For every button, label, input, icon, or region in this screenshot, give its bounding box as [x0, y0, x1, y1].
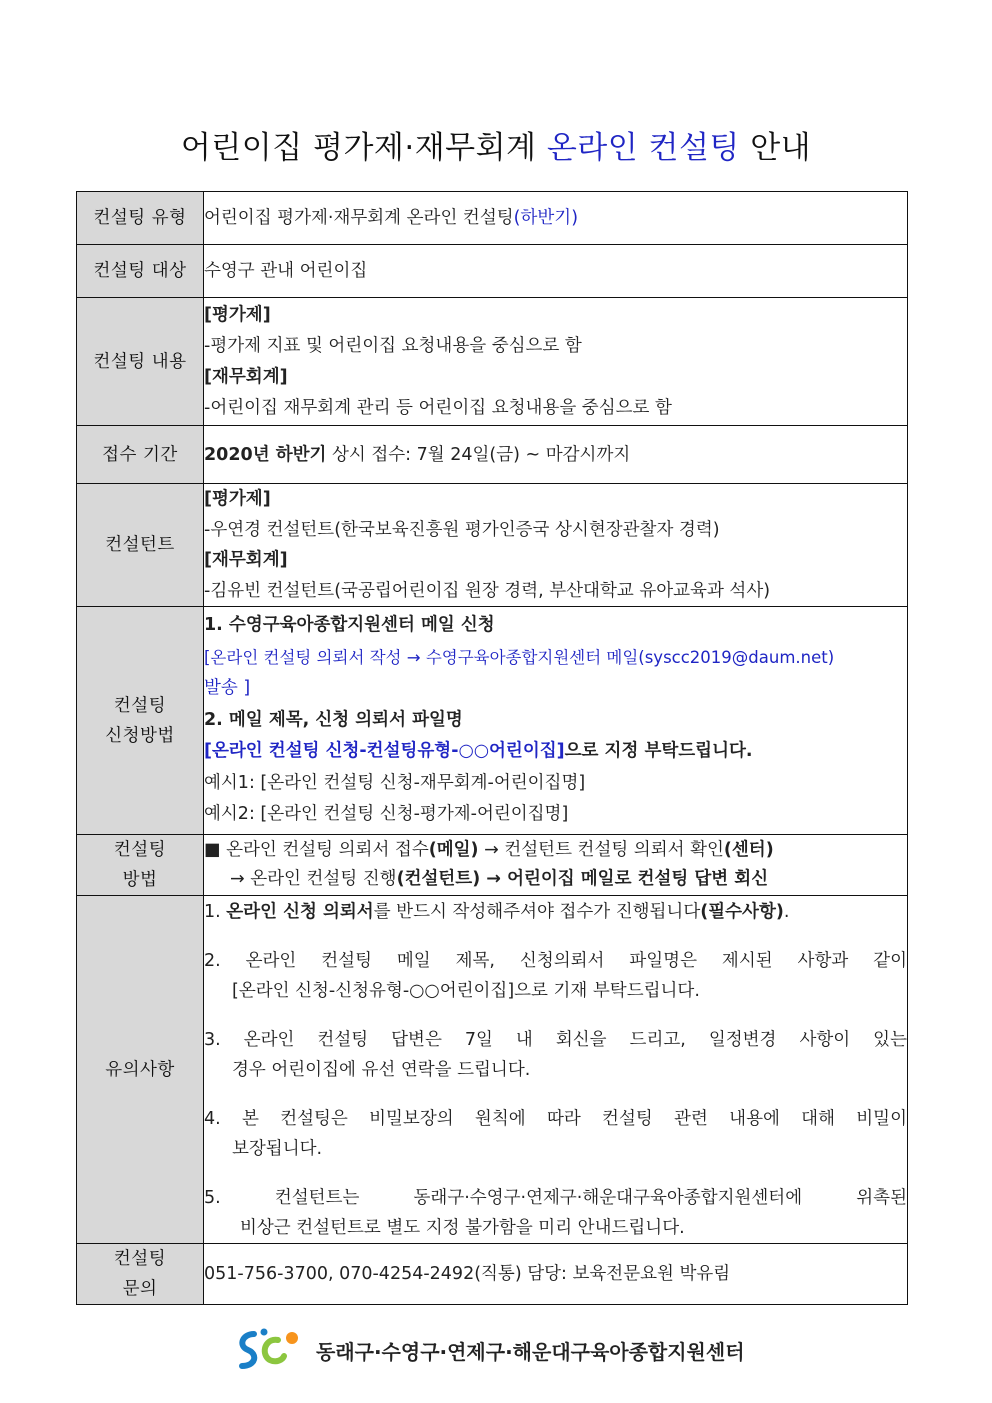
row-target: [77, 245, 908, 298]
page-title: [0, 122, 992, 167]
row-method: [77, 835, 908, 896]
note-3: 3. 온라인 컨설팅 답변은 7일 내 회신을 드리고, 일정변경 사항이 있는 경우 어린이집에 유선 연락을 드립니다.: [204, 1029, 907, 1080]
title-part1: 어린이집 평가제·재무회계: [180, 130, 537, 166]
label-period: 접수 기간: [77, 426, 204, 484]
row-contact: [77, 1244, 908, 1305]
row-notes: [77, 896, 908, 1244]
label-target: 컨설팅 대상: [77, 245, 204, 298]
value-content: [평가제] -평가제 지표 및 어린이집 요청내용을 중심으로 함 [재무회계] -어린이집 재무회계 관리 등 어린이집 요청내용을 중심으로 함: [204, 298, 908, 426]
organization-name: 동래구·수영구·연제구·해운대구육아종합지원센터: [316, 1339, 745, 1364]
value-period: 2020년 하반기 상시 접수: 7월 24일(금) ~ 마감시까지: [204, 426, 908, 484]
row-apply: [77, 607, 908, 835]
value-notes: [204, 896, 908, 1244]
value-target: 수영구 관내 어린이집: [204, 245, 908, 298]
label-apply: 컨설팅 신청방법: [77, 607, 204, 835]
footer: [234, 1324, 794, 1376]
label-consultant: 컨설턴트: [77, 484, 204, 607]
row-content: [77, 298, 908, 426]
label-type: 컨설팅 유형: [77, 192, 204, 245]
value-method: ■ 온라인 컨설팅 의뢰서 접수(메일) → 컨설턴트 컨설팅 의뢰서 확인(센터) → 온라인 컨설팅 진행(컨설턴트) → 어린이집 메일로 컨설팅 답변 회신: [204, 835, 908, 896]
label-contact: 컨설팅 문의: [77, 1244, 204, 1305]
row-type: [77, 192, 908, 245]
value-apply: 1. 수영구육아종합지원센터 메일 신청 [온라인 컨설팅 의뢰서 작성 → 수영구육아종합지원센터 메일(syscc2019@daum.net) 발송 ] 2. 메일 제목, 신청 의뢰서 파일명 [온라인 컨설팅 신청-컨설팅유형-○○어린이집]으로 지정 부탁드립니다. 예시1: [온라인 컨설팅 신청-재무회계-어린이집명] 예시2: [온라인 컨설팅 신청-평가제-어린이집명]: [204, 607, 908, 835]
note-5: 5. 컨설턴트는 동래구·수영구·연제구·해운대구육아종합지원센터에 위촉된 비상근 컨설턴트로 별도 지정 불가함을 미리 안내드립니다.: [204, 1187, 907, 1238]
label-notes: 유의사항: [77, 896, 204, 1244]
center-logo-icon: [234, 1326, 304, 1374]
row-consultant: [77, 484, 908, 607]
title-highlight: 온라인 컨설팅: [546, 130, 740, 166]
label-content: 컨설팅 내용: [77, 298, 204, 426]
value-type: 어린이집 평가제·재무회계 온라인 컨설팅(하반기): [204, 192, 908, 245]
value-consultant: [평가제] -우연경 컨설턴트(한국보육진흥원 평가인증국 상시현장관찰자 경력) [재무회계] -김유빈 컨설턴트(국공립어린이집 원장 경력, 부산대학교 유아교육과 석사): [204, 484, 908, 607]
note-2: 2. 온라인 컨설팅 메일 제목, 신청의뢰서 파일명은 제시된 사항과 같이 [온라인 신청-신청유형-○○어린이집]으로 기재 부탁드립니다.: [204, 950, 907, 1001]
label-method: 컨설팅 방법: [77, 835, 204, 896]
note-4: 4. 본 컨설팅은 비밀보장의 원칙에 따라 컨설팅 관련 내용에 대해 비밀이 보장됩니다.: [204, 1108, 907, 1159]
value-contact: 051-756-3700, 070-4254-2492(직통) 담당: 보육전문요원 박유림: [204, 1244, 908, 1305]
consulting-info-table: [76, 191, 908, 1305]
title-part3: 안내: [750, 130, 812, 166]
row-period: [77, 426, 908, 484]
note-1: 1. 온라인 신청 의뢰서를 반드시 작성해주셔야 접수가 진행됩니다(필수사항).: [204, 901, 790, 922]
